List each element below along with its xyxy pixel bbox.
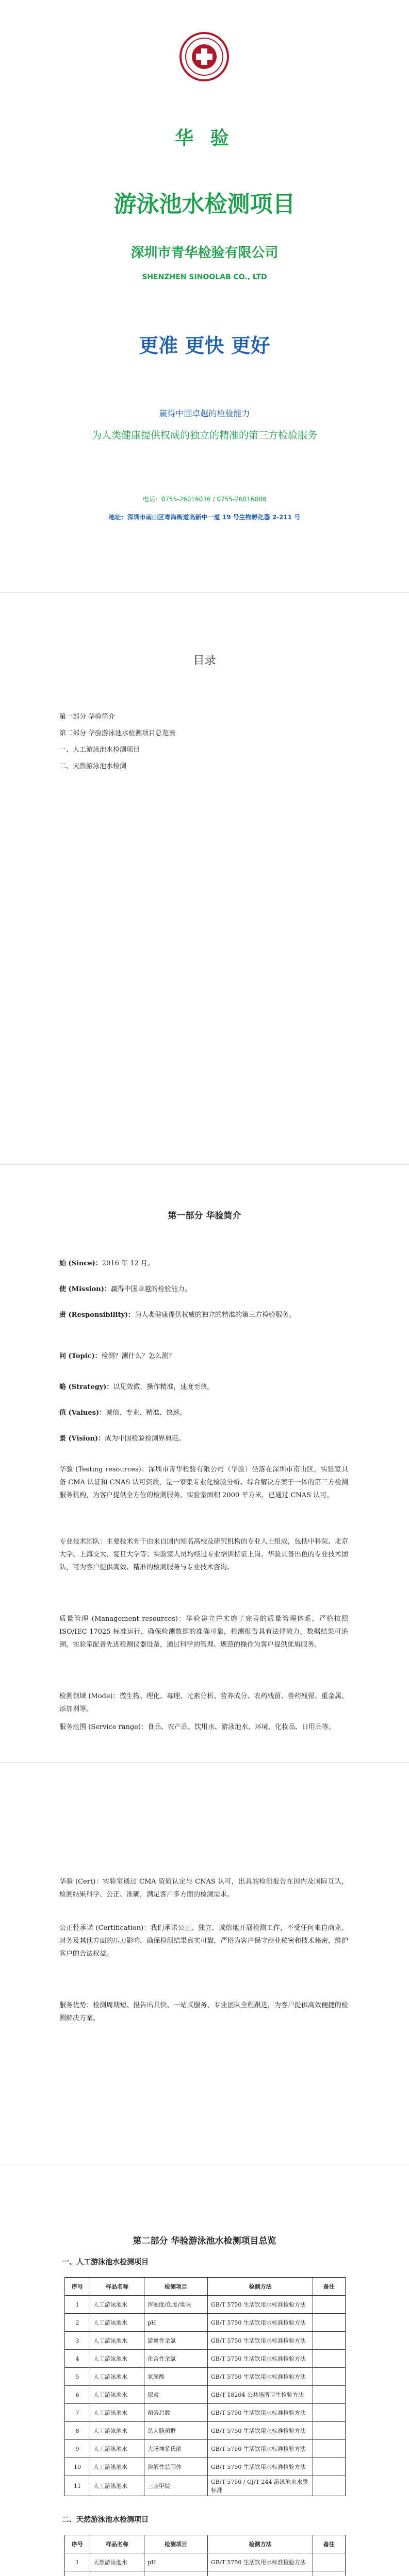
capability-paragraph: 公正性承诺 (Certification)：我们承诺公正、独立、诚信地开展检测工作，不受任何来自商业、财务及其他方面的压力影响，确保检测结果真实可靠，严格为客户保守商业秘密和技术秘密，维护客户的合法权益。 bbox=[59, 1924, 348, 1958]
table-cell: GB/T 5750 生活饮用水标准检验方法 bbox=[208, 2368, 313, 2386]
table-cell: 8 bbox=[65, 2422, 90, 2440]
column-header: 序号 bbox=[65, 2535, 90, 2553]
intro-entry bbox=[59, 1432, 348, 1445]
table-cell: 氰尿酸 bbox=[144, 2368, 208, 2386]
table-cell: GB/T 5750 生活饮用水标准检验方法 bbox=[208, 2440, 313, 2458]
table-row bbox=[65, 2440, 346, 2458]
table-cell bbox=[313, 2314, 346, 2332]
table-row bbox=[65, 2350, 346, 2368]
entry-label: 问 (Topic)： bbox=[59, 1352, 102, 1360]
table-cell: 11 bbox=[65, 2476, 90, 2496]
table-cell: 人工游泳池水 bbox=[90, 2386, 144, 2404]
column-header: 备注 bbox=[313, 2278, 346, 2296]
table-header-row bbox=[65, 2278, 346, 2296]
table-cell: GB/T 5750 生活饮用水标准检验方法 bbox=[208, 2458, 313, 2476]
entry-text: 检测？测什么？怎么测？ bbox=[101, 1352, 175, 1360]
table-cell: GB/T 5750 / CJ/T 244 游泳池水水质标准 bbox=[208, 2476, 313, 2496]
table-row bbox=[65, 2404, 346, 2422]
team-paragraph: 专业技术团队：主要技术骨干由来自国内知名高校及研究机构的专业人士组成，包括中科院、北京大学、上海交大、复旦大学等；实验室人员均经过专业培训持证上岗。华验具备出色的专业技术团队，可为客户提供高效、精准的检测服务与专业技术咨询。 bbox=[59, 1538, 348, 1571]
table-cell: 天然游泳池水 bbox=[90, 2553, 144, 2571]
table-cell: 1 bbox=[65, 2553, 90, 2571]
table-cell: 溶解性总固体 bbox=[144, 2458, 208, 2476]
table-row bbox=[65, 2553, 346, 2571]
toc-item[interactable]: 一、人工游泳池水检测项目 bbox=[59, 746, 140, 754]
table-header-row bbox=[65, 2535, 346, 2553]
column-header: 备注 bbox=[313, 2535, 346, 2553]
table-cell: GB/T 5750 生活饮用水标准检验方法 bbox=[208, 2553, 313, 2571]
table-cell: GB/T 5750 生活饮用水标准检验方法 bbox=[208, 2332, 313, 2350]
table-cell bbox=[313, 2332, 346, 2350]
table-cell bbox=[65, 2571, 90, 2576]
table-row bbox=[65, 2332, 346, 2350]
capability-paragraph: 服务优势：检测周期短、报告出具快、一站式服务、专业团队全程跟进，为客户提供高效便捷的检测解决方案。 bbox=[59, 2002, 348, 2022]
entry-text: 赢得中国卓越的检验能力。 bbox=[110, 1285, 191, 1293]
cover-address: 地址：深圳市南山区粤海街道高新中一道 19 号生物孵化器 2-211 号 bbox=[108, 514, 301, 521]
table-cell: 人工游泳池水 bbox=[90, 2350, 144, 2368]
entry-text: 以见效微，操作精准，速度至快。 bbox=[113, 1383, 214, 1391]
intro-entry bbox=[59, 1257, 348, 1270]
table-cell: GB/T 5750 生活饮用水标准检验方法 bbox=[208, 2314, 313, 2332]
table-cell: 尿素 bbox=[144, 2386, 208, 2404]
natural-pool-table bbox=[64, 2535, 346, 2576]
table-cell: GB/T 5750 生活饮用水标准检验方法 bbox=[208, 2422, 313, 2440]
table-cell bbox=[313, 2296, 346, 2314]
table-cell: 人工游泳池水 bbox=[90, 2404, 144, 2422]
intro-entry bbox=[59, 1381, 348, 1394]
quality-paragraph: 质量管理 (Management resources)：华验建立并实施了完善的质量管理体系，严格按照 ISO/IEC 17025 标准运行，确保检测数据的准确可靠，检测报告具有法律效力，数据结果可追溯。实验室配备先进检测仪器设备，通过科学的管理、规范的操作为客户提供优质服务。 bbox=[59, 1615, 348, 1649]
entry-label: 景 (Vision)： bbox=[59, 1435, 105, 1443]
cover-contact: 电话：0755-26016036 / 0755-26016088 bbox=[142, 496, 267, 503]
entry-label: 使 (Mission)： bbox=[59, 1285, 111, 1293]
table-row bbox=[65, 2386, 346, 2404]
table-cell bbox=[313, 2476, 346, 2496]
table-cell: 10 bbox=[65, 2458, 90, 2476]
company-seal-logo bbox=[178, 31, 230, 82]
table-cell: 9 bbox=[65, 2440, 90, 2458]
table-row bbox=[65, 2571, 346, 2576]
table-cell bbox=[313, 2368, 346, 2386]
table-row bbox=[65, 2458, 346, 2476]
cover-brand: 华 验 bbox=[175, 128, 234, 149]
table-cell: pH bbox=[144, 2553, 208, 2571]
table-cell: 1 bbox=[65, 2296, 90, 2314]
cover-company: 深圳市青华检验有限公司 bbox=[130, 245, 279, 261]
table-cell: 人工游泳池水 bbox=[90, 2368, 144, 2386]
column-header: 检测方法 bbox=[208, 2535, 313, 2553]
entry-text: 为人类健康提供权威的独立的精准的第三方检验服务。 bbox=[135, 1311, 296, 1319]
table-cell bbox=[313, 2422, 346, 2440]
table-cell: 人工游泳池水 bbox=[90, 2296, 144, 2314]
table-cell: 总大肠菌群 bbox=[144, 2422, 208, 2440]
table-cell: 5 bbox=[65, 2368, 90, 2386]
table-row bbox=[65, 2368, 346, 2386]
entry-text: 2016 年 12 月。 bbox=[102, 1260, 154, 1267]
table-row bbox=[65, 2296, 346, 2314]
table-cell: GB/T 5750 生活饮用水标准检验方法 bbox=[208, 2404, 313, 2422]
capability-paragraph: 华验 (Cert)：实验室通过 CMA 资质认定与 CNAS 认可，出具的检测报告在国内及国际互认，检测结果科学、公正、准确，满足客户多方面的检测需求。 bbox=[59, 1878, 348, 1899]
table-cell bbox=[313, 2386, 346, 2404]
table-cell bbox=[313, 2571, 346, 2576]
page-divider bbox=[0, 592, 409, 593]
table-cell: 4 bbox=[65, 2350, 90, 2368]
table-cell: 人工游泳池水 bbox=[90, 2476, 144, 2496]
table-cell: GB/T 5750 生活饮用水标准检验方法 bbox=[208, 2350, 313, 2368]
table-cell bbox=[313, 2350, 346, 2368]
artificial-pool-table bbox=[64, 2277, 346, 2496]
table-cell bbox=[313, 2458, 346, 2476]
cover-company-en: SHENZHEN SINOOLAB CO., LTD bbox=[142, 273, 267, 281]
table-cell: 人工游泳池水 bbox=[90, 2314, 144, 2332]
intro-entry bbox=[59, 1283, 348, 1296]
toc-item[interactable]: 第一部分 华验简介 bbox=[59, 713, 116, 721]
table-cell: GB/T 5750 生活饮用水标准检验方法 bbox=[208, 2296, 313, 2314]
column-header: 序号 bbox=[65, 2278, 90, 2296]
intro-entry bbox=[59, 1406, 348, 1419]
table-cell bbox=[313, 2440, 346, 2458]
table-cell: 人工游泳池水 bbox=[90, 2332, 144, 2350]
table-cell bbox=[144, 2571, 208, 2576]
table-cell: 2 bbox=[65, 2314, 90, 2332]
table-cell: 大肠埃希氏菌 bbox=[144, 2440, 208, 2458]
intro-entry bbox=[59, 1309, 348, 1321]
table-cell: 6 bbox=[65, 2386, 90, 2404]
table-row bbox=[65, 2422, 346, 2440]
table-cell: 化合性余氯 bbox=[144, 2350, 208, 2368]
table-cell: 7 bbox=[65, 2404, 90, 2422]
field-paragraph: 检测领域 (Mode)：微生物、理化、毒理、元素分析、营养成分、农药残留、兽药残留、重金属、添加剂等。 bbox=[59, 1692, 348, 1713]
table-cell: 人工游泳池水 bbox=[90, 2458, 144, 2476]
entry-label: 始 (Since)： bbox=[59, 1260, 102, 1267]
section-title-natural: 二、天然游泳池水检测项目 bbox=[62, 2516, 149, 2524]
table-cell: GB/T 18204 公共场所卫生检验方法 bbox=[208, 2386, 313, 2404]
table-cell bbox=[90, 2571, 144, 2576]
service-paragraph: 服务范围 (Service range)：食品、农产品、饮用水、游泳池水、环境、化妆品、日用品等。 bbox=[59, 1723, 336, 1731]
cover-tagline-2: 为人类健康提供权威的独立的精准的第三方检验服务 bbox=[91, 430, 317, 441]
table-cell: 三卤甲烷 bbox=[144, 2476, 208, 2496]
table-cell: 人工游泳池水 bbox=[90, 2422, 144, 2440]
table-row bbox=[65, 2476, 346, 2496]
table-cell: 3 bbox=[65, 2332, 90, 2350]
table-row bbox=[65, 2314, 346, 2332]
column-header: 检测方法 bbox=[208, 2278, 313, 2296]
page-divider bbox=[0, 1164, 409, 1165]
column-header: 样品名称 bbox=[90, 2278, 144, 2296]
table-cell: pH bbox=[144, 2314, 208, 2332]
intro-entry bbox=[59, 1350, 348, 1363]
table-cell: 浑浊度/色度/臭味 bbox=[144, 2296, 208, 2314]
toc-item[interactable]: 第二部分 华验游泳池水检测项目总览表 bbox=[59, 730, 176, 737]
cover-tagline-1: 赢得中国卓越的检验能力 bbox=[159, 409, 250, 418]
table-cell bbox=[313, 2404, 346, 2422]
table-cell bbox=[208, 2571, 313, 2576]
entry-text: 成为中国检验检测界典范。 bbox=[105, 1435, 186, 1443]
table-cell bbox=[313, 2553, 346, 2571]
section-title-artificial: 一、人工游泳池水检测项目 bbox=[62, 2258, 149, 2266]
table-cell: 游离性余氯 bbox=[144, 2332, 208, 2350]
overview-heading: 第二部分 华验游泳池水检测项目总览 bbox=[133, 2236, 276, 2246]
cover-slogan: 更准 更快 更好 bbox=[139, 334, 270, 357]
entry-label: 略 (Strategy)： bbox=[59, 1383, 113, 1391]
intro-heading: 第一部分 华验简介 bbox=[168, 1211, 241, 1221]
cover-title: 游泳池水检测项目 bbox=[113, 191, 296, 217]
entry-label: 值 (Values)： bbox=[59, 1409, 106, 1417]
entry-text: 诚信、专业、精准、快速。 bbox=[106, 1409, 187, 1417]
table-cell: 菌落总数 bbox=[144, 2404, 208, 2422]
toc-item[interactable]: 二、天然游泳池水检测 bbox=[59, 762, 127, 770]
table-cell: 人工游泳池水 bbox=[90, 2440, 144, 2458]
column-header: 检测项目 bbox=[144, 2278, 208, 2296]
toc-heading: 目录 bbox=[193, 654, 216, 667]
column-header: 检测项目 bbox=[144, 2535, 208, 2553]
entry-label: 责 (Responsibility)： bbox=[59, 1311, 135, 1319]
column-header: 样品名称 bbox=[90, 2535, 144, 2553]
intro-paragraph: 华验 (Testing resources)：深圳市青华检验有限公司（华验）坐落在深圳市南山区，实验室具备 CMA 认证和 CNAS 认可资质，是一家集专业化检验分析、综合解决方案于一体的第三方检测服务机构，为客户提供全方位的检测服务。实验室面积 2000 平方米，已通过 CNAS 认可。 bbox=[59, 1466, 348, 1499]
